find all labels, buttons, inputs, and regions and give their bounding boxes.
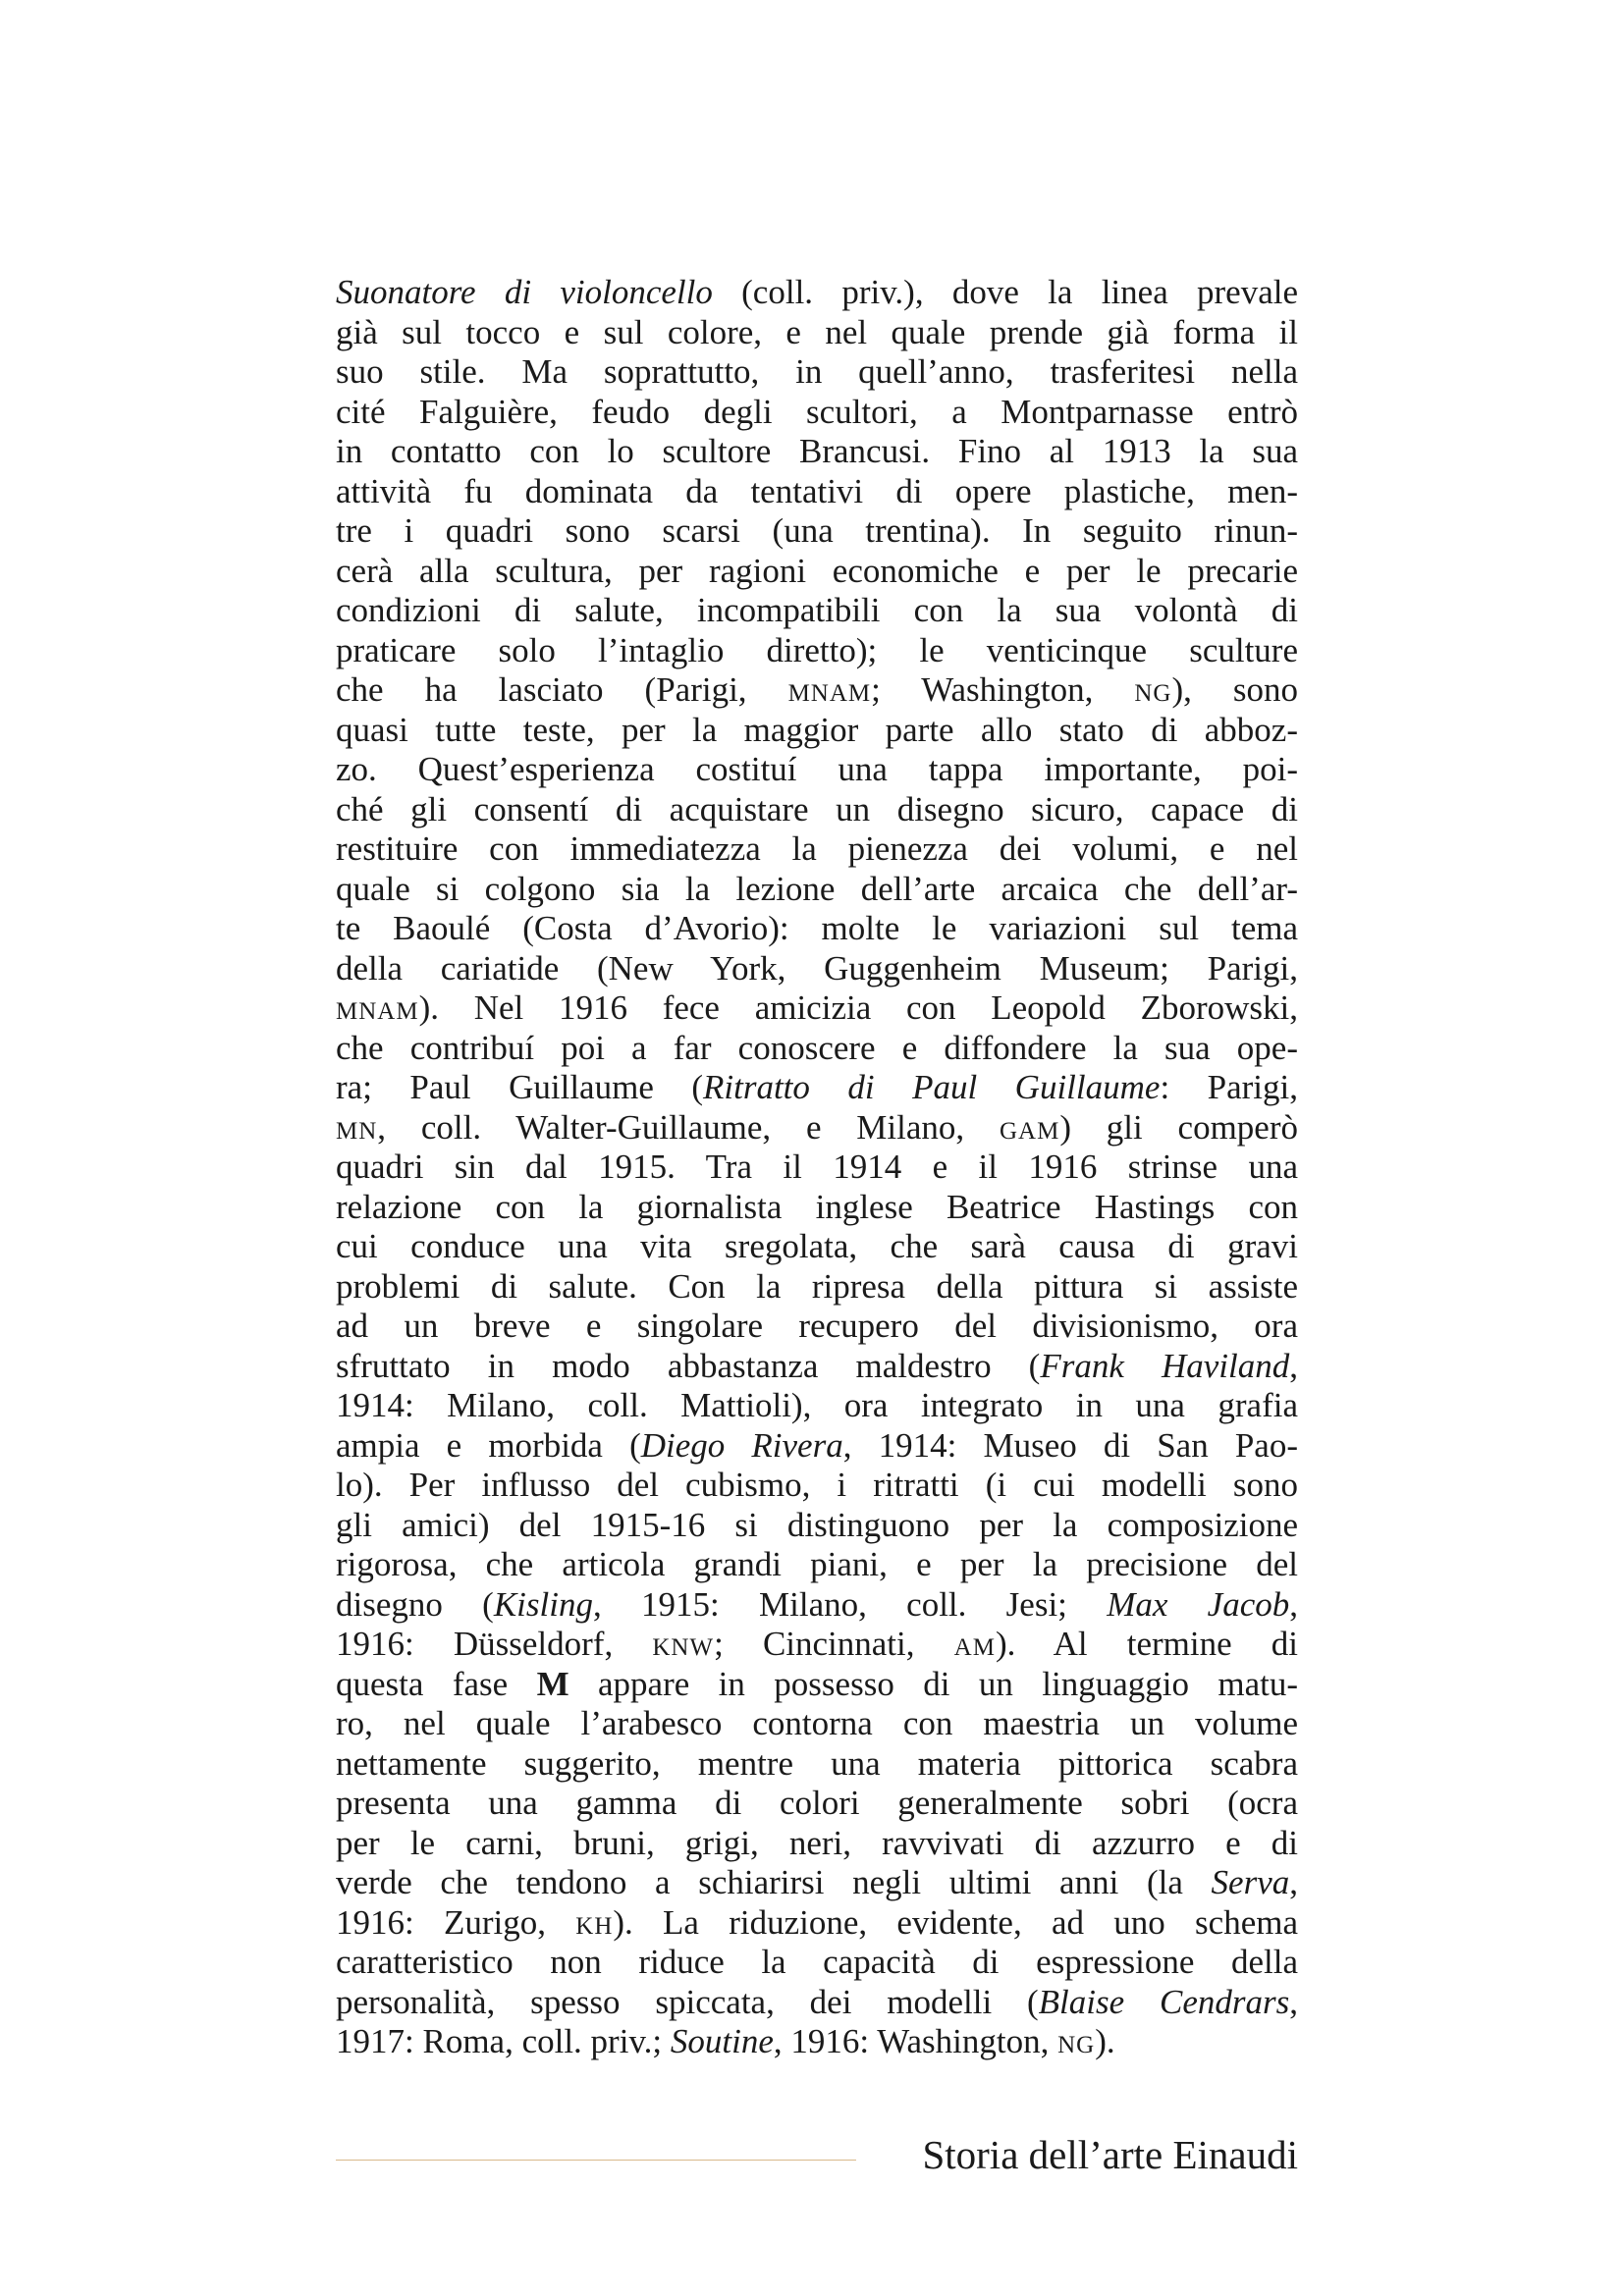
- text-line: [336, 1665, 1298, 1705]
- text-line: [336, 1227, 1298, 1267]
- text-run: attività fu dominata da tentativi di opere plastiche, men-: [336, 471, 1298, 510]
- text-line: [336, 1983, 1298, 2023]
- text-line: [336, 511, 1298, 552]
- text-line: [336, 1545, 1298, 1585]
- text-line: [336, 790, 1298, 830]
- text-line: [336, 591, 1298, 631]
- text-run: questa fase: [336, 1664, 537, 1703]
- italic-title: Max Jacob: [1107, 1584, 1290, 1624]
- text-line: [336, 1903, 1298, 1944]
- italic-title: Suonatore di violoncello: [336, 273, 713, 311]
- italic-title: Soutine: [670, 2022, 774, 2060]
- text-run: verde che tendono a schiarirsi negli ultimi anni (la: [336, 1863, 1212, 1901]
- text-line: [336, 1347, 1298, 1387]
- text-line: [336, 1307, 1298, 1347]
- text-line: [336, 273, 1298, 313]
- small-caps-abbr: NG: [1057, 2032, 1096, 2058]
- text-line: [336, 432, 1298, 472]
- text-run: ). Nel 1916 fece amicizia con Leopold Zborowski,: [418, 988, 1298, 1027]
- text-run: , 1914: Museo di San Pao-: [842, 1425, 1298, 1465]
- text-run: ).: [1095, 2022, 1115, 2060]
- italic-title: Frank Haviland: [1040, 1346, 1290, 1385]
- text-run: quale si colgono sia la lezione dell’arte arcaica che dell’ar-: [336, 869, 1298, 908]
- text-run: che ha lasciato (Parigi,: [336, 670, 788, 709]
- text-run: 1914: Milano, coll. Mattioli), ora integrato in una grafia: [336, 1386, 1298, 1424]
- text-run: ; Cincinnati,: [714, 1625, 954, 1663]
- text-run: ,: [1289, 1584, 1298, 1624]
- text-line: [336, 988, 1298, 1029]
- text-run: ro, nel quale l’arabesco contorna con maestria un volume: [336, 1704, 1298, 1742]
- text-run: te Baoulé (Costa d’Avorio): molte le variazioni sul tema: [336, 909, 1298, 947]
- page-footer: [336, 2130, 1298, 2179]
- text-line: [336, 1943, 1298, 1983]
- text-run: quadri sin dal 1915. Tra il 1914 e il 1916 strinse una: [336, 1148, 1298, 1186]
- text-line: [336, 1148, 1298, 1188]
- text-line: [336, 1029, 1298, 1069]
- text-line: [336, 1426, 1298, 1467]
- text-run: quasi tutte teste, per la maggior parte allo stato di abboz-: [336, 710, 1298, 749]
- text-line: [336, 909, 1298, 949]
- text-run: 1916: Zurigo,: [336, 1902, 576, 1942]
- text-run: ,: [1289, 1863, 1298, 1901]
- text-line: [336, 352, 1298, 393]
- text-run: , 1916: Washington,: [773, 2022, 1058, 2060]
- bold-text: M: [536, 1664, 569, 1703]
- text-line: [336, 949, 1298, 989]
- text-line: [336, 472, 1298, 512]
- text-run: caratteristico non riduce la capacità di espressione della: [336, 1943, 1298, 1981]
- small-caps-abbr: GAM: [999, 1117, 1060, 1145]
- text-line: [336, 1068, 1298, 1108]
- text-run: problemi di salute. Con la ripresa della pittura si assiste: [336, 1266, 1298, 1306]
- text-run: ché gli consentí di acquistare un disegno sicuro, capace di: [336, 789, 1298, 828]
- text-line: [336, 1188, 1298, 1228]
- text-run: 1917: Roma, coll. priv.;: [336, 2022, 671, 2060]
- text-run: nettamente suggerito, mentre una materia pittorica scabra: [336, 1743, 1298, 1783]
- italic-title: Serva: [1211, 1863, 1290, 1901]
- text-run: ad un breve e singolare recupero del divisionismo, ora: [336, 1307, 1298, 1345]
- text-run: ,: [1289, 1982, 1298, 2021]
- text-line: [336, 1386, 1298, 1426]
- text-run: personalità, spesso spiccata, dei modelli (: [336, 1982, 1039, 2021]
- small-caps-abbr: KNW: [652, 1634, 715, 1661]
- text-run: ). Al termine di: [995, 1625, 1298, 1663]
- text-line: [336, 1784, 1298, 1824]
- italic-title: Diego Rivera: [640, 1425, 843, 1465]
- text-line: [336, 1625, 1298, 1665]
- text-run: , 1915: Milano, coll. Jesi;: [592, 1584, 1108, 1624]
- small-caps-abbr: NG: [1134, 680, 1172, 707]
- text-line: [336, 631, 1298, 671]
- footer-title: Storia dell’arte Einaudi: [922, 2132, 1298, 2177]
- italic-title: Kisling: [493, 1584, 593, 1624]
- italic-title: Blaise Cendrars: [1038, 1982, 1290, 2021]
- text-run: gli amici) del 1915-16 si distinguono per la composizione: [336, 1505, 1298, 1544]
- text-run: restituire con immediatezza la pienezza dei volumi, e nel: [336, 829, 1298, 868]
- text-run: cité Falguière, feudo degli scultori, a Montparnasse entrò: [336, 392, 1298, 431]
- text-run: ) gli comperò: [1059, 1107, 1298, 1147]
- text-run: che contribuí poi a far conoscere e diffondere la sua ope-: [336, 1028, 1298, 1067]
- text-run: (coll. priv.), dove la linea prevale: [712, 273, 1298, 311]
- text-line: [336, 552, 1298, 592]
- text-run: zo. Quest’esperienza costituí una tappa importante, poi-: [336, 750, 1298, 788]
- text-run: sfruttato in modo abbastanza maldestro (: [336, 1346, 1041, 1385]
- small-caps-abbr: KH: [575, 1912, 614, 1940]
- text-line: [336, 670, 1298, 711]
- text-run: appare in possesso di un linguaggio matu-: [568, 1664, 1298, 1703]
- text-run: 1916: Düsseldorf,: [336, 1625, 653, 1663]
- small-caps-abbr: AM: [953, 1634, 996, 1661]
- text-run: ). La riduzione, evidente, ad uno schema: [613, 1902, 1298, 1942]
- text-run: in contatto con lo scultore Brancusi. Fino al 1913 la sua: [336, 432, 1298, 470]
- text-run: ), sono: [1171, 670, 1298, 709]
- italic-title: Ritratto di Paul Guillaume: [703, 1068, 1161, 1106]
- text-run: ampia e morbida (: [336, 1425, 641, 1465]
- text-line: [336, 393, 1298, 433]
- text-run: , coll. Walter-Guillaume, e Milano,: [377, 1107, 1000, 1147]
- text-run: presenta una gamma di colori generalmente sobri (ocra: [336, 1784, 1298, 1822]
- body-text: [336, 273, 1298, 2062]
- text-run: della cariatide (New York, Guggenheim Museum; Parigi,: [336, 948, 1298, 988]
- text-line: [336, 1108, 1298, 1148]
- text-run: ra; Paul Guillaume (: [336, 1068, 703, 1106]
- text-line: [336, 1506, 1298, 1546]
- text-run: : Parigi,: [1160, 1068, 1298, 1106]
- text-line: [336, 1466, 1298, 1506]
- text-run: cerà alla scultura, per ragioni economiche e per le precarie: [336, 551, 1298, 590]
- text-line: [336, 1824, 1298, 1864]
- text-run: praticare solo l’intaglio diretto); le venticinque sculture: [336, 630, 1298, 669]
- text-run: disegno (: [336, 1584, 494, 1624]
- text-line: [336, 1267, 1298, 1308]
- text-run: lo). Per influsso del cubismo, i ritratti (i cui modelli sono: [336, 1466, 1298, 1504]
- small-caps-abbr: MNAM: [787, 680, 872, 707]
- text-run: ,: [1289, 1346, 1298, 1385]
- text-line: [336, 1704, 1298, 1744]
- text-run: relazione con la giornalista inglese Beatrice Hastings con: [336, 1187, 1298, 1226]
- text-line: [336, 1863, 1298, 1903]
- text-run: suo stile. Ma soprattutto, in quell’anno, trasferitesi nella: [336, 352, 1298, 391]
- text-line: [336, 1744, 1298, 1785]
- text-line: [336, 1585, 1298, 1626]
- text-run: già sul tocco e sul colore, e nel quale prende già forma il: [336, 312, 1298, 351]
- text-line: [336, 313, 1298, 353]
- text-run: ; Washington,: [871, 670, 1135, 709]
- text-line: [336, 829, 1298, 870]
- text-line: [336, 711, 1298, 751]
- text-line: [336, 2022, 1298, 2062]
- footer-rule: [336, 2160, 856, 2161]
- small-caps-abbr: MNAM: [336, 998, 419, 1025]
- text-line: [336, 750, 1298, 790]
- text-run: condizioni di salute, incompatibili con la sua volontà di: [336, 591, 1298, 629]
- text-line: [336, 870, 1298, 910]
- text-run: rigorosa, che articola grandi piani, e per la precisione del: [336, 1545, 1298, 1583]
- text-run: cui conduce una vita sregolata, che sarà causa di gravi: [336, 1227, 1298, 1265]
- text-run: per le carni, bruni, grigi, neri, ravvivati di azzurro e di: [336, 1823, 1298, 1862]
- text-run: tre i quadri sono scarsi (una trentina). In seguito rinun-: [336, 511, 1298, 550]
- small-caps-abbr: MN: [336, 1117, 378, 1145]
